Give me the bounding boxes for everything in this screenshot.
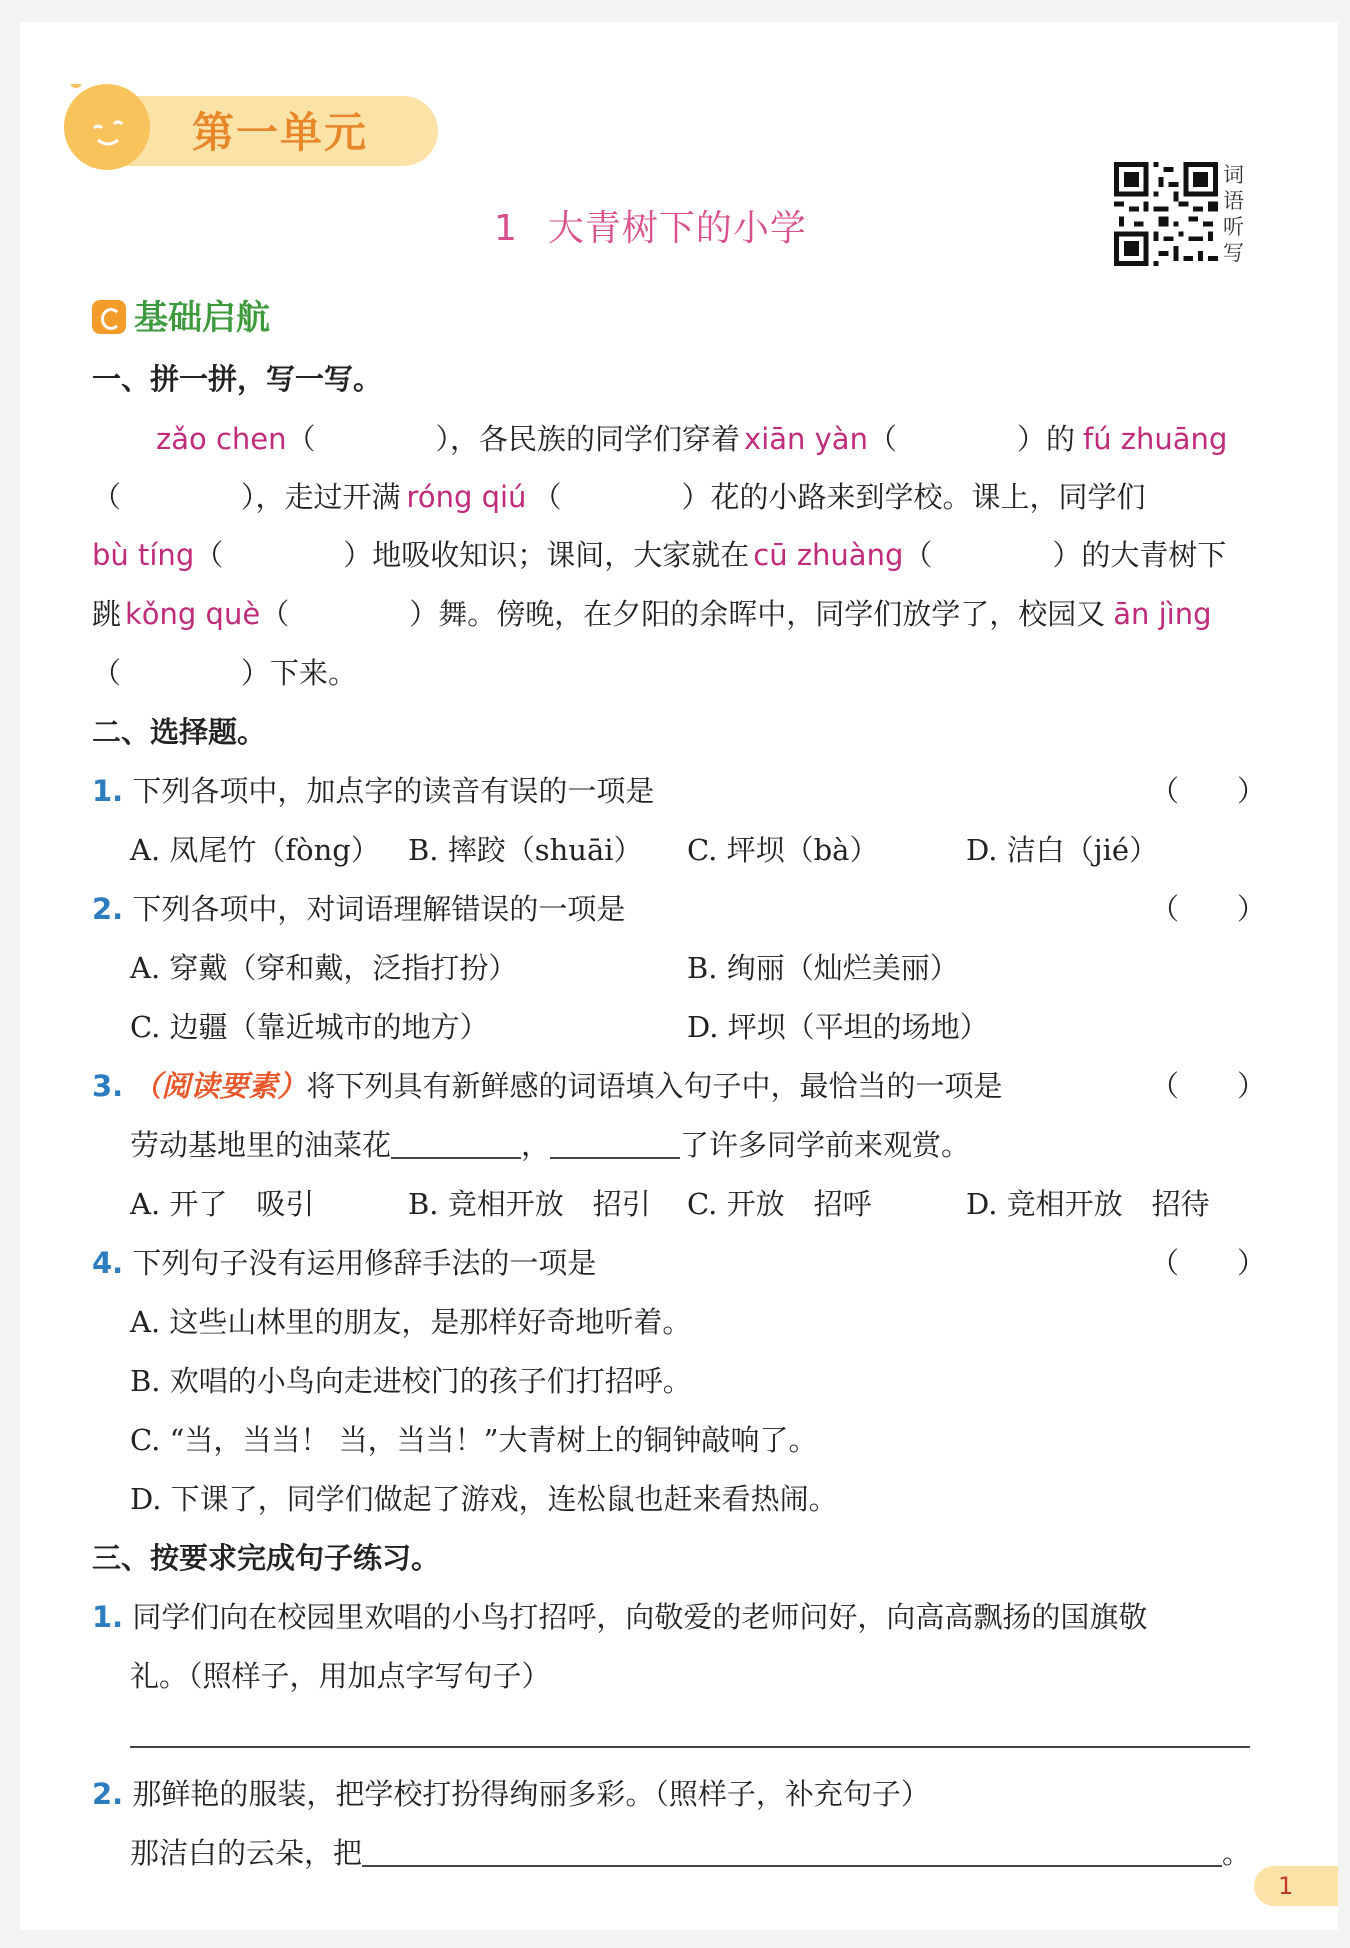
part1-heading: 一、拼一拼，写一写。 [92, 362, 383, 396]
answer-line[interactable] [362, 1835, 1222, 1867]
section-icon [92, 300, 126, 334]
answer-line[interactable] [130, 1746, 1250, 1748]
q2-option-d[interactable]: D. 坪坝（平坦的场地） [687, 1010, 989, 1044]
pinyin-xianyan: xiān yàn [744, 422, 868, 456]
section-title: 基础启航 [134, 298, 270, 338]
pinyin-buting: bù tíng [92, 538, 195, 572]
q3-option-b[interactable]: B. 竞相开放 招引 [408, 1187, 651, 1221]
part1-line-2: （ ），走过开满 róng qiú （ ）花的小路来到学校。课上，同学们 [92, 480, 1146, 514]
part1-line-1: zǎo chen（ ），各民族的同学们穿着 xiān yàn（ ）的 fú zhuāng [156, 422, 1228, 456]
q1-option-d[interactable]: D. 洁白（jié） [966, 833, 1159, 867]
part3-heading: 三、按要求完成句子练习。 [92, 1541, 441, 1575]
pinyin-kongque: kǒng què [125, 597, 261, 631]
q-text: 同学们向在校园里欢唱的小鸟打招呼，向敬爱的老师问好，向高高飘扬的国旗敬 [132, 1600, 1148, 1634]
q4-option-d[interactable]: D. 下课了，同学们做起了游戏，连松鼠也赶来看热闹。 [130, 1482, 838, 1516]
unit-title: 第一单元 [192, 108, 369, 157]
p3-q2-prompt [130, 1831, 1251, 1872]
fill-blank[interactable] [550, 1127, 680, 1159]
text: 了许多同学前来观赏。 [680, 1128, 971, 1162]
q4-option-b[interactable]: B. 欢唱的小鸟向走进校门的孩子们打招呼。 [130, 1364, 692, 1398]
answer-paren[interactable]: （ ） [1150, 1069, 1267, 1103]
q-number: 4. [92, 1246, 124, 1280]
p3-q2-stem [92, 1772, 930, 1813]
q3-option-c[interactable]: C. 开放 招呼 [687, 1187, 872, 1221]
q4-option-c[interactable]: C. “当，当当！ 当，当当！”大青树上的铜钟敲响了。 [130, 1423, 818, 1457]
q-text: 那鲜艳的服装，把学校打扮得绚丽多彩。（照样子，补充句子） [132, 1777, 930, 1811]
q-number: 3. [92, 1069, 124, 1103]
pinyin-anjing: ān jìng [1113, 597, 1212, 631]
text: ，各民族的同学们穿着 [450, 422, 741, 456]
q2-stem [92, 887, 625, 928]
pinyin-cuzhuang: cū zhuàng [753, 538, 904, 572]
q1-option-b[interactable]: B. 摔跤（shuāi） [408, 833, 643, 867]
q-number: 2. [92, 1777, 124, 1811]
p3-q1-line1 [92, 1595, 1147, 1636]
text: ， [521, 1128, 551, 1162]
text: 的大青树下 [1081, 538, 1227, 572]
lesson-name: 大青树下的小学 [547, 208, 807, 249]
text: 。 [1222, 1836, 1252, 1870]
qr-code-icon[interactable] [1114, 162, 1218, 266]
text: ，走过开满 [255, 480, 401, 514]
smiley-icon [64, 84, 150, 170]
q4-option-a[interactable]: A. 这些山林里的朋友，是那样好奇地听着。 [130, 1305, 692, 1339]
q-text: 下列句子没有运用修辞手法的一项是 [132, 1246, 597, 1280]
lesson-number: 1 [494, 208, 518, 249]
text: 舞。傍晚，在夕阳的余晖中，同学们放学了，校园又 [438, 597, 1106, 631]
fill-blank[interactable] [391, 1127, 521, 1159]
part1-line-5: （ ）下来。 [92, 656, 358, 690]
pinyin-zaochen: zǎo chen [156, 422, 287, 456]
q3-option-a[interactable]: A. 开了 吸引 [130, 1187, 315, 1221]
q-number: 1. [92, 1600, 124, 1634]
text: 花的小路来到学校。课上，同学们 [710, 480, 1146, 514]
q3-sentence [130, 1123, 970, 1164]
part2-heading: 二、选择题。 [92, 715, 267, 749]
q2-option-c[interactable]: C. 边疆（靠近城市的地方） [130, 1010, 489, 1044]
answer-paren[interactable]: （ ） [1150, 774, 1267, 808]
q3-option-d[interactable]: D. 竞相开放 招待 [966, 1187, 1210, 1221]
q2-option-a[interactable]: A. 穿戴（穿和戴，泛指打扮） [130, 951, 518, 985]
lesson-title [494, 200, 807, 251]
q2-option-b[interactable]: B. 绚丽（灿烂美丽） [687, 951, 959, 985]
reading-tag: （阅读要素） [132, 1069, 307, 1103]
text: 跳 [92, 597, 122, 631]
q1-option-c[interactable]: C. 坪坝（bà） [687, 833, 879, 867]
text: 下来。 [270, 656, 358, 690]
text: 的 [1045, 422, 1075, 456]
q1-stem [92, 769, 654, 810]
q-text: 将下列具有新鲜感的词语填入句子中，最恰当的一项是 [306, 1069, 1003, 1103]
text: 劳动基地里的油菜花 [130, 1128, 392, 1162]
text: 地吸收知识；课间，大家就在 [372, 538, 750, 572]
q3-stem [92, 1064, 1002, 1105]
q4-stem [92, 1241, 596, 1282]
q-number: 2. [92, 892, 124, 926]
answer-paren[interactable]: （ ） [1150, 892, 1267, 926]
q1-option-a[interactable]: A. 凤尾竹（fòng） [130, 833, 380, 867]
p3-q1-line2: 礼。（照样子，用加点字写句子） [130, 1659, 551, 1693]
unit-badge [64, 78, 440, 170]
part1-line-3: bù tíng（ ）地吸收知识；课间，大家就在 cū zhuàng（ ）的大青树下 [92, 538, 1227, 572]
pinyin-fuzhuang: fú zhuāng [1083, 422, 1228, 456]
pinyin-rongqiu: róng qiú [406, 480, 527, 514]
answer-paren[interactable]: （ ） [1150, 1246, 1267, 1280]
text: 那洁白的云朵，把 [130, 1836, 363, 1870]
q-number: 1. [92, 774, 124, 808]
q-text: 下列各项中，对词语理解错误的一项是 [132, 892, 626, 926]
section-heading [92, 290, 270, 339]
q-text: 下列各项中，加点字的读音有误的一项是 [132, 774, 655, 808]
part1-line-4: 跳 kǒng què（ ）舞。傍晚，在夕阳的余晖中，同学们放学了，校园又 ān jìng [92, 597, 1212, 631]
qr-label: 词语听写 [1223, 163, 1244, 265]
page-number: 1 [1254, 1866, 1338, 1906]
